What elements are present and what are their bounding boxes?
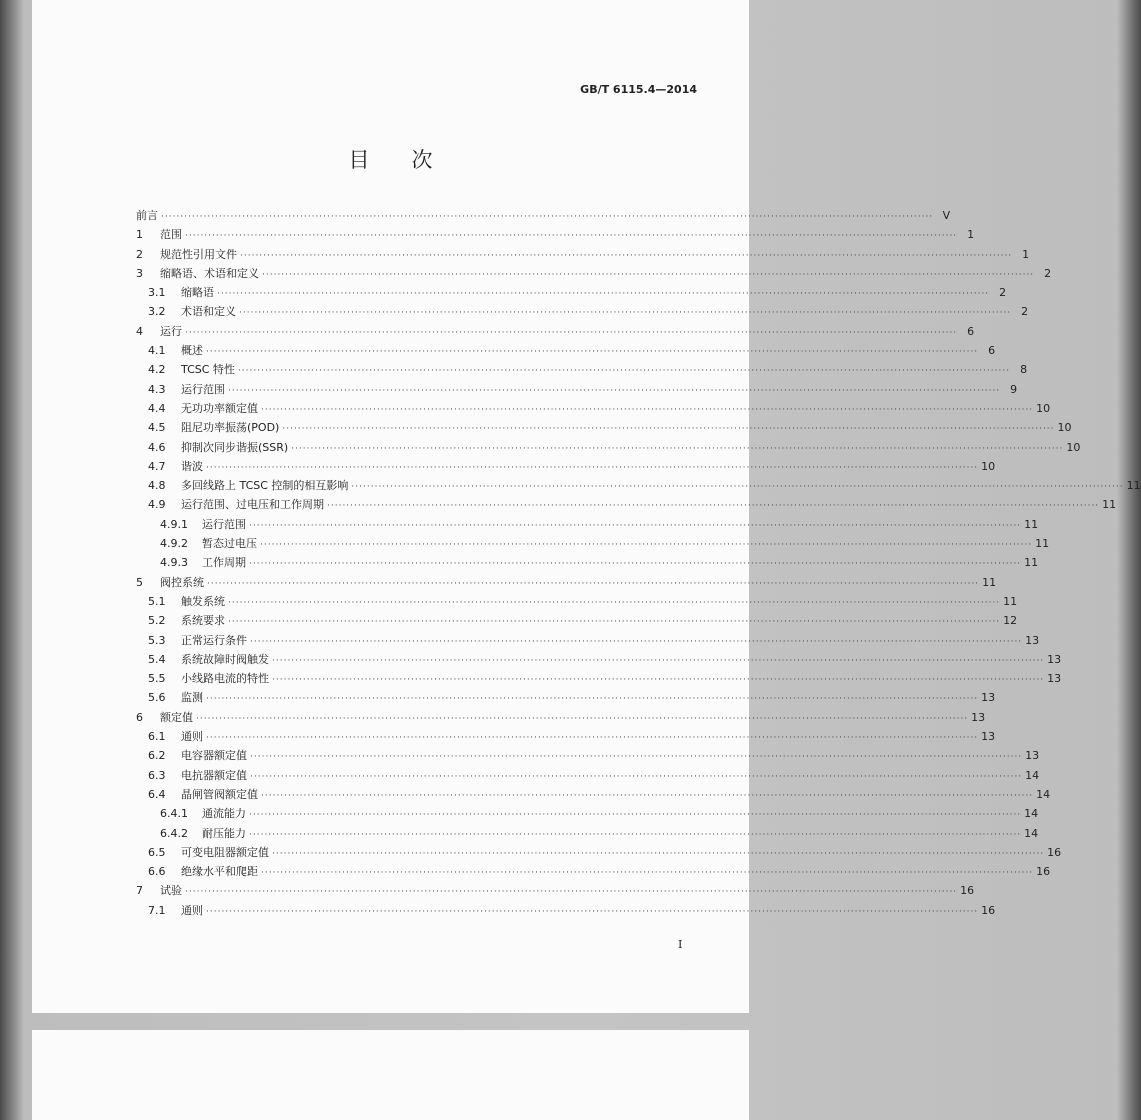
toc-leader-dots: ········································································································································································································	[206, 906, 979, 917]
toc-leader-dots: ········································································································································································································	[237, 366, 1011, 377]
toc-entry-number: 4.7	[148, 459, 166, 473]
standard-code: GB/T 6115.4—2014	[580, 83, 697, 96]
toc-leader-dots: ········································································································································································································	[206, 694, 979, 705]
toc-entry-page: 11	[1035, 537, 1050, 551]
toc-entry-title: 耐压能力	[202, 826, 246, 840]
toc-leader-dots: ········································································································································································································	[261, 790, 1034, 801]
toc-leader-dots: ········································································································································································································	[228, 617, 1001, 628]
toc-entry-number: 3.2	[148, 305, 166, 319]
toc-entry[interactable]	[136, 746, 1040, 765]
toc-entry-title: 正常运行条件	[181, 633, 247, 647]
toc-entry-title: 谐波	[181, 459, 203, 473]
toc-entry-title: 工作周期	[202, 556, 246, 570]
toc-entry-number: 4.2	[148, 363, 166, 377]
toc-entry-page: 12	[1003, 614, 1018, 628]
toc-leader-dots: ········································································································································································································	[272, 675, 1045, 686]
toc-entry[interactable]	[136, 862, 1051, 881]
toc-entry-number: 4.1	[148, 344, 166, 358]
table-of-contents	[136, 206, 1141, 920]
toc-entry-page: 13	[1047, 672, 1062, 686]
toc-entry-title: 试验	[160, 884, 182, 898]
toc-entry-number: 4.9.2	[160, 537, 188, 551]
toc-leader-dots: ········································································································································································································	[250, 752, 1023, 763]
toc-entry-number: 1	[136, 228, 143, 242]
toc-entry-page: 13	[981, 730, 996, 744]
toc-entry-page: 11	[1102, 498, 1117, 512]
toc-entry[interactable]	[136, 283, 1007, 302]
toc-entry[interactable]	[136, 804, 1039, 823]
toc-leader-dots: ········································································································································································································	[239, 308, 1012, 319]
toc-entry[interactable]	[136, 766, 1040, 785]
toc-leader-dots: ········································································································································································································	[206, 347, 979, 358]
toc-entry-title: 抑制次同步谐振(SSR)	[181, 440, 289, 454]
toc-entry-title: 阻尼功率振荡(POD)	[181, 421, 280, 435]
toc-leader-dots: ········································································································································································································	[260, 540, 1033, 551]
toc-entry-number: 4	[136, 324, 143, 338]
toc-entry-title: 可变电阻器额定值	[181, 845, 269, 859]
toc-entry-number: 5.1	[148, 594, 166, 608]
toc-entry-title: 术语和定义	[181, 305, 236, 319]
toc-entry-page: 14	[1024, 807, 1039, 821]
toc-entry[interactable]	[136, 264, 1052, 283]
toc-entry[interactable]	[136, 573, 997, 592]
toc-entry[interactable]	[136, 399, 1051, 418]
toc-entry[interactable]	[136, 322, 975, 341]
toc-entry-title: 触发系统	[181, 594, 225, 608]
toc-entry-number: 4.3	[148, 382, 166, 396]
toc-entry-number: 7	[136, 884, 143, 898]
toc-entry[interactable]	[136, 225, 975, 244]
toc-entry-title: 通则	[181, 903, 203, 917]
toc-entry[interactable]	[136, 438, 1081, 457]
toc-entry[interactable]	[136, 206, 951, 225]
toc-entry-title: 前言	[136, 209, 158, 222]
toc-entry-number: 5.6	[148, 691, 166, 705]
toc-entry-title: 电容器额定值	[181, 749, 247, 763]
toc-leader-dots: ········································································································································································································	[261, 868, 1034, 879]
toc-entry-title: 暂态过电压	[202, 537, 257, 551]
toc-entry-page: 14	[1024, 826, 1039, 840]
toc-leader-dots: ········································································································································································································	[196, 713, 969, 724]
toc-entry-page: 16	[981, 903, 996, 917]
toc-entry-title: 缩略语、术语和定义	[160, 266, 259, 280]
toc-leader-dots: ········································································································································································································	[206, 733, 979, 744]
toc-entry[interactable]	[136, 341, 996, 360]
toc-entry-number: 6.1	[148, 730, 166, 744]
toc-entry[interactable]	[136, 688, 996, 707]
toc-entry-title: 阀控系统	[160, 575, 204, 589]
toc-entry-number: 2	[136, 247, 143, 261]
toc-entry-title: 缩略语	[181, 286, 214, 300]
toc-entry-title: 通则	[181, 730, 203, 744]
toc-entry[interactable]	[136, 669, 1062, 688]
toc-entry-title: 运行范围、过电压和工作周期	[181, 498, 324, 512]
toc-entry-title: 多回线路上 TCSC 控制的相互影响	[181, 479, 349, 493]
toc-entry-title: 监测	[181, 691, 203, 705]
toc-entry[interactable]	[136, 843, 1062, 862]
toc-leader-dots: ········································································································································································································	[185, 327, 958, 338]
toc-leader-dots: ········································································································································································································	[249, 559, 1022, 570]
toc-entry-number: 6.4.2	[160, 826, 188, 840]
toc-entry-page: 14	[1025, 768, 1040, 782]
toc-leader-dots: ········································································································································································································	[272, 655, 1045, 666]
toc-entry-number: 6.2	[148, 749, 166, 763]
toc-leader-dots: ········································································································································································································	[228, 597, 1001, 608]
toc-entry-page: 2	[999, 286, 1007, 300]
toc-entry-number: 4.9.1	[160, 517, 188, 531]
toc-entry-title: 系统故障时阀触发	[181, 652, 269, 666]
toc-entry-number: 6.4.1	[160, 807, 188, 821]
toc-entry-number: 3.1	[148, 286, 166, 300]
next-document-page	[32, 1030, 749, 1120]
toc-entry-number: 6	[136, 710, 143, 724]
toc-entry[interactable]	[136, 245, 1030, 264]
toc-entry-page: 1	[967, 228, 975, 242]
toc-entry-title: 范围	[160, 228, 182, 242]
toc-entry-page: 11	[1024, 517, 1039, 531]
toc-entry[interactable]	[136, 785, 1051, 804]
toc-entry-number: 4.4	[148, 401, 166, 415]
toc-entry-number: 3	[136, 266, 143, 280]
toc-leader-dots: ········································································································································································································	[272, 848, 1045, 859]
toc-entry-page: 16	[960, 884, 975, 898]
toc-entry-number: 6.5	[148, 845, 166, 859]
toc-entry-page: 16	[1036, 865, 1051, 879]
toc-entry-number: 5.3	[148, 633, 166, 647]
toc-entry[interactable]	[136, 495, 1117, 514]
toc-entry-title: 额定值	[160, 710, 193, 724]
toc-entry-page: 11	[982, 575, 997, 589]
toc-entry-page: 10	[1066, 440, 1081, 454]
toc-entry-number: 4.8	[148, 479, 166, 493]
toc-title: 目次	[348, 148, 475, 172]
toc-leader-dots: ········································································································································································································	[228, 385, 1001, 396]
toc-leader-dots: ········································································································································································································	[249, 520, 1022, 531]
toc-leader-dots: ········································································································································································································	[250, 636, 1023, 647]
toc-leader-dots: ········································································································································································································	[327, 501, 1100, 512]
toc-entry[interactable]	[136, 515, 1039, 534]
toc-entry-page: 6	[988, 344, 996, 358]
toc-leader-dots: ········································································································································································································	[207, 578, 980, 589]
toc-leader-dots: ········································································································································································································	[206, 462, 979, 473]
toc-entry-number: 5	[136, 575, 143, 589]
toc-entry[interactable]	[136, 901, 996, 920]
toc-entry-number: 6.6	[148, 865, 166, 879]
toc-entry[interactable]	[136, 650, 1062, 669]
toc-entry[interactable]	[136, 553, 1039, 572]
toc-leader-dots: ········································································································································································································	[261, 404, 1034, 415]
toc-entry[interactable]	[136, 881, 975, 900]
toc-entry[interactable]	[136, 380, 1018, 399]
toc-entry-number: 4.6	[148, 440, 166, 454]
toc-leader-dots: ········································································································································································································	[282, 424, 1055, 435]
toc-entry-page: 2	[1021, 305, 1029, 319]
toc-entry-page: 10	[981, 459, 996, 473]
toc-entry-title: 规范性引用文件	[160, 247, 237, 261]
toc-entry-page: 9	[1010, 382, 1018, 396]
toc-entry-page: 1	[1022, 247, 1030, 261]
toc-entry-page: 11	[1003, 594, 1018, 608]
toc-leader-dots: ········································································································································································································	[351, 482, 1124, 493]
toc-entry-number: 4.5	[148, 421, 166, 435]
toc-entry[interactable]	[136, 457, 996, 476]
toc-entry-title: 概述	[181, 344, 203, 358]
toc-leader-dots: ········································································································································································································	[161, 212, 934, 222]
toc-entry-title: 无功功率额定值	[181, 401, 258, 415]
toc-leader-dots: ········································································································································································································	[250, 771, 1023, 782]
toc-entry-page: 13	[981, 691, 996, 705]
toc-entry[interactable]	[136, 727, 996, 746]
toc-entry[interactable]	[136, 360, 1028, 379]
toc-leader-dots: ········································································································································································································	[291, 443, 1064, 454]
toc-entry-page: 6	[967, 324, 975, 338]
toc-entry-number: 6.3	[148, 768, 166, 782]
toc-entry[interactable]	[136, 418, 1072, 437]
toc-entry-page: 13	[1025, 749, 1040, 763]
toc-entry-page: 13	[971, 710, 986, 724]
toc-entry-page: 11	[1126, 479, 1141, 493]
toc-entry-title: 绝缘水平和爬距	[181, 865, 258, 879]
toc-entry[interactable]	[136, 611, 1018, 630]
toc-entry[interactable]	[136, 476, 1141, 495]
toc-entry-title: 运行范围	[181, 382, 225, 396]
toc-entry[interactable]	[136, 592, 1018, 611]
toc-entry-page: 11	[1024, 556, 1039, 570]
toc-entry-page: 8	[1020, 363, 1028, 377]
toc-entry-page: 13	[1025, 633, 1040, 647]
toc-entry-page: 10	[1036, 401, 1051, 415]
toc-entry-title: 运行范围	[202, 517, 246, 531]
toc-entry-page: V	[942, 209, 951, 222]
toc-entry[interactable]	[136, 302, 1029, 321]
toc-leader-dots: ········································································································································································································	[185, 887, 958, 898]
toc-entry-page: 2	[1044, 266, 1052, 280]
toc-entry-number: 5.5	[148, 672, 166, 686]
toc-entry-page: 16	[1047, 845, 1062, 859]
toc-entry-title: 晶闸管阀额定值	[181, 787, 258, 801]
toc-entry-page: 14	[1036, 787, 1051, 801]
toc-entry-title: 系统要求	[181, 614, 225, 628]
toc-entry-page: 13	[1047, 652, 1062, 666]
toc-leader-dots: ········································································································································································································	[262, 269, 1035, 280]
toc-entry[interactable]	[136, 824, 1039, 843]
toc-entry[interactable]	[136, 534, 1050, 553]
toc-leader-dots: ········································································································································································································	[249, 829, 1022, 840]
page-number: I	[678, 938, 683, 951]
toc-entry-title: 运行	[160, 324, 182, 338]
document-page	[32, 0, 1141, 1013]
toc-entry-number: 6.4	[148, 787, 166, 801]
toc-entry-title: 电抗器额定值	[181, 768, 247, 782]
toc-entry-title: 通流能力	[202, 807, 246, 821]
toc-entry-title: 小线路电流的特性	[181, 672, 269, 686]
toc-entry-number: 7.1	[148, 903, 166, 917]
toc-entry-number: 5.2	[148, 614, 166, 628]
toc-entry[interactable]	[136, 631, 1040, 650]
toc-leader-dots: ········································································································································································································	[249, 810, 1022, 821]
toc-entry-title: TCSC 特性	[181, 363, 235, 377]
toc-leader-dots: ········································································································································································································	[217, 289, 990, 300]
toc-entry-number: 4.9	[148, 498, 166, 512]
toc-entry-page: 10	[1057, 421, 1072, 435]
toc-entry-number: 4.9.3	[160, 556, 188, 570]
toc-leader-dots: ········································································································································································································	[240, 250, 1013, 261]
toc-entry-number: 5.4	[148, 652, 166, 666]
toc-leader-dots: ········································································································································································································	[185, 231, 958, 242]
toc-entry[interactable]	[136, 708, 986, 727]
